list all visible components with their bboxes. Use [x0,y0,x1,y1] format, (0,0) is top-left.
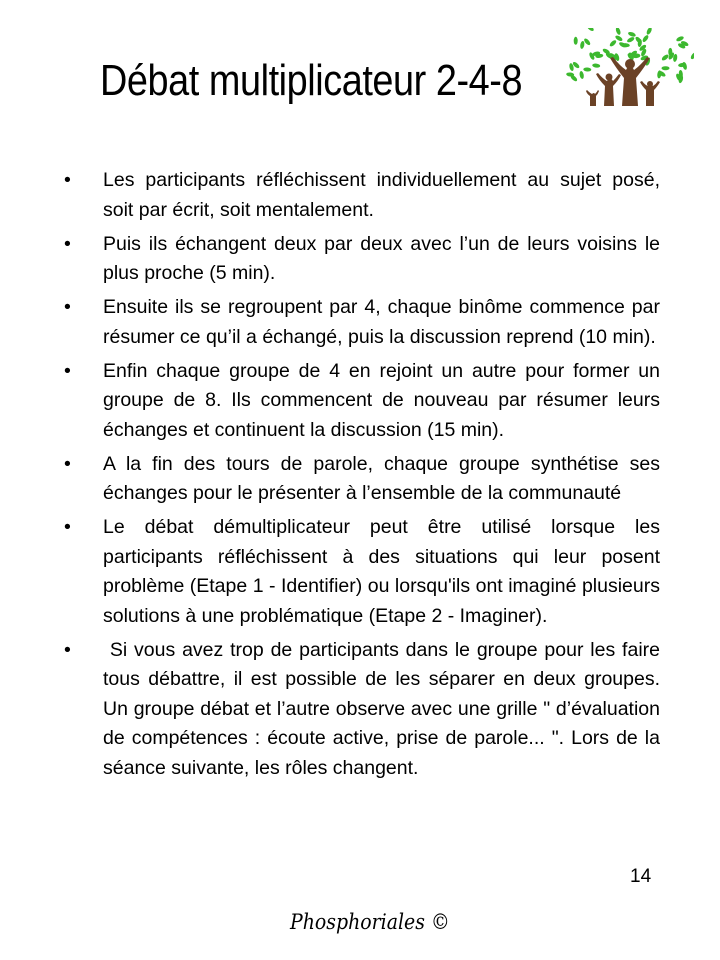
list-item: • Si vous avez trop de participants dans le groupe pour les faire tous débattre, il est possible de les séparer en deux groupes. Un groupe débat et l’autre observe avec une grille " d’évaluation de compétences : écoute active, prise de parole... ". Lors de la séance suivante, les rôles changent. [64,636,660,784]
leaf-shape [646,28,653,35]
leaf-shape [626,36,635,43]
leaf-shape [580,41,585,50]
list-item: • Ensuite ils se regroupent par 4, chaque binôme commence par résumer ce qu’il a échangé, puis la discussion reprend (10 min). [64,293,660,352]
bullet-icon: • [64,638,71,661]
leaf-shape [583,67,591,72]
leaf-shape [574,37,578,45]
leaf-shape [579,71,584,80]
list-item: • Puis ils échangent deux par deux avec l’un de leurs voisins le plus proche (5 min). [64,230,660,289]
leaf-shape [641,34,649,43]
footer-brand: Phosphoriales © [290,910,450,934]
bullet-icon: • [64,516,71,538]
list-item: • Enfin chaque groupe de 4 en rejoint un autre pour former un groupe de 8. Ils commencent de nouveau par résumer leurs échanges et continuent la discussion (15 min). [64,357,660,446]
leaf-shape [661,53,670,61]
bullet-icon: • [64,359,71,382]
bullet-icon: • [64,452,71,475]
list-item: • A la fin des tours de parole, chaque groupe synthétise ses échanges pour le présenter à l’ensemble de la communauté [64,450,660,509]
bullet-icon: • [64,232,71,255]
bullet-icon: • [64,169,71,191]
leaf-shape [566,75,567,83]
leaf-shape [690,51,694,60]
leaf-shape [586,28,595,32]
bullet-list [64,166,666,788]
list-item: • Les participants réfléchissent individuellement au sujet posé, soit par écrit, soit mentalement. [64,166,660,225]
family-tree-logo-icon [566,28,694,106]
bullet-icon: • [64,296,71,318]
leaf-shape [592,63,600,68]
page-title: Débat multiplicateur 2-4-8 [100,56,523,105]
leaf-shape [662,66,670,70]
leaf-shape [627,31,636,38]
leaf-shape [609,39,618,47]
page-number: 14 [630,866,652,887]
list-item: • Le débat démultiplicateur peut être utilisé lorsque les participants réfléchissent à des situations qui leur posent problème (Etape 1 - Identifier) ou lorsqu'ils ont imaginé plusieurs solutions à une problématique (Etape 2 - Imaginer). [64,513,660,631]
leaf-shape [615,28,621,35]
